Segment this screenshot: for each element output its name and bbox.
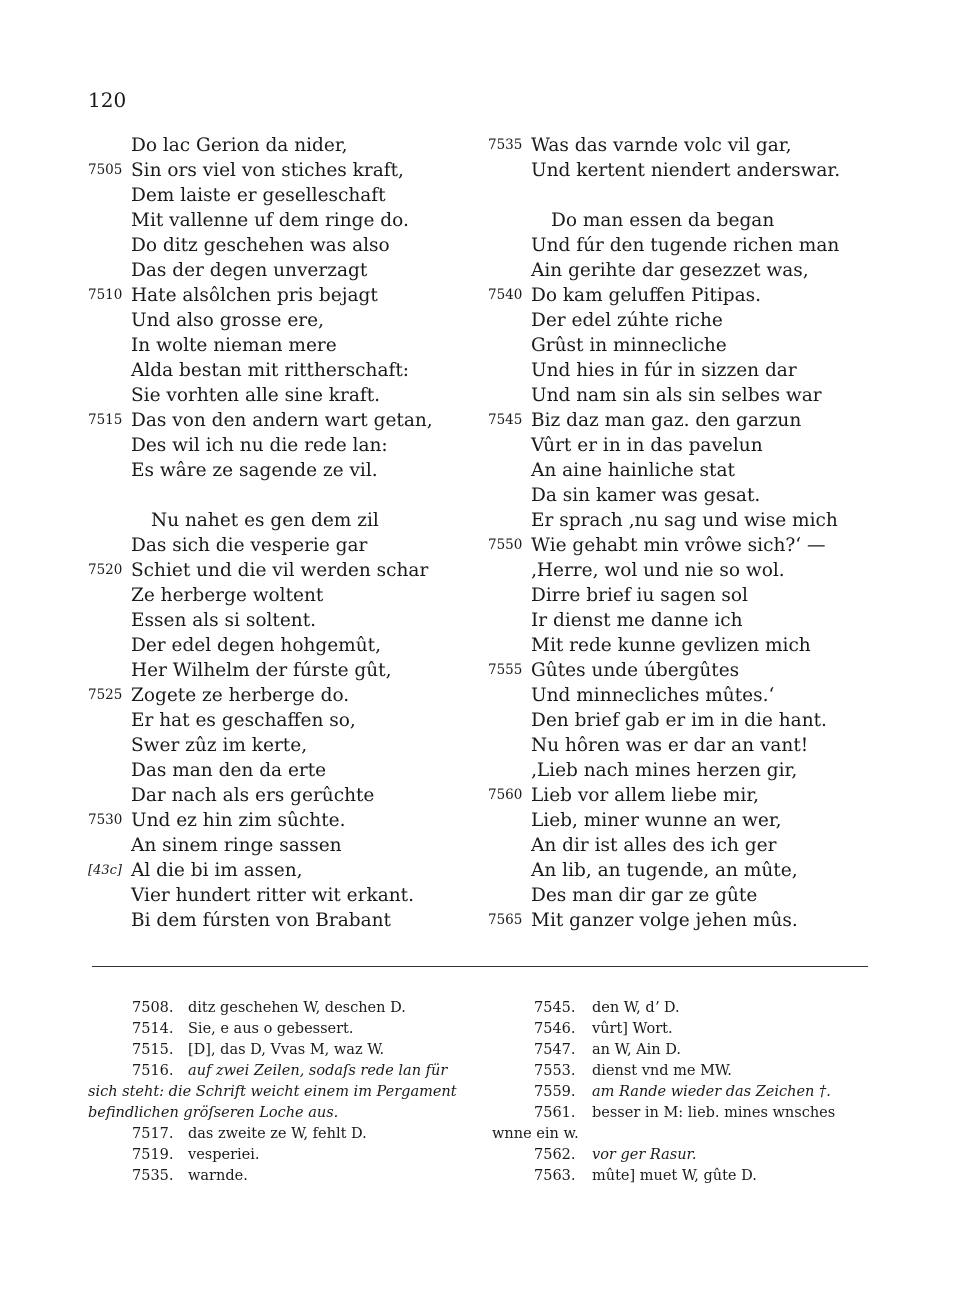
verse-text: Dar nach als ers gerûchte (131, 785, 375, 806)
verse-line (88, 733, 468, 758)
verse-line (488, 758, 888, 783)
apparatus-note (492, 1019, 872, 1040)
page-number: 120 (88, 88, 127, 112)
verse-text: Wie gehabt min vrôwe sich?‘ — (531, 535, 826, 556)
apparatus-note (88, 1145, 472, 1166)
verse-line (488, 158, 888, 183)
verse-text: Sie vorhten alle sine kraft. (131, 385, 381, 406)
verse-text: An lib, an tugende, an mûte, (531, 860, 798, 881)
verse-text: In wolte nieman mere (131, 335, 337, 356)
verse-line (88, 833, 468, 858)
verse-line (88, 408, 468, 433)
verse-line (488, 833, 888, 858)
verse-column-right (488, 133, 888, 933)
note-text: befindlichen gröſseren Loche aus. (88, 1105, 339, 1121)
verse-text: Dirre brief iu sagen sol (531, 585, 748, 606)
verse-text: Zogete ze herberge do. (131, 685, 350, 706)
verse-text: Was das varnde volc vil gar, (531, 135, 792, 156)
verse-line (88, 683, 468, 708)
verse-text: Das sich die vesperie gar (131, 535, 368, 556)
note-text: sich steht: die Schrift weicht einem im Pergament (88, 1084, 457, 1100)
apparatus-note (492, 1040, 872, 1061)
verse-line (488, 608, 888, 633)
verse-line (488, 408, 888, 433)
verse-text: Es wâre ze sagende ze vil. (131, 460, 378, 481)
verse-line (88, 883, 468, 908)
verse-text: Lieb vor allem liebe mir, (531, 785, 760, 806)
apparatus-note (88, 1124, 472, 1145)
verse-text: Den brief gab er im in die hant. (531, 710, 827, 731)
note-text: ditz geschehen W, deschen D. (188, 1000, 406, 1016)
verse-line (88, 808, 468, 833)
note-line-number: 7519. (132, 1147, 174, 1163)
verse-line (488, 583, 888, 608)
line-number: 7510 (88, 287, 123, 303)
verse-text: Al die bi im assen, (131, 860, 303, 881)
note-text: wnne ein w. (492, 1126, 579, 1142)
line-number: 7505 (88, 162, 123, 178)
apparatus-note (492, 1166, 872, 1187)
verse-line (88, 608, 468, 633)
verse-text: Vier hundert ritter wit erkant. (131, 885, 414, 906)
verse-text: Do kam geluffen Pitipas. (531, 285, 761, 306)
verse-line (88, 208, 468, 233)
footnote-divider (92, 966, 868, 967)
apparatus-note (88, 1082, 472, 1103)
note-text: auf zwei Zeilen, sodaſs rede lan für (188, 1063, 448, 1079)
line-number: 7525 (88, 687, 123, 703)
verse-text: Das der degen unverzagt (131, 260, 368, 281)
verse-line (88, 633, 468, 658)
verse-text: Der edel degen hohgemût, (131, 635, 381, 656)
verse-text: Gûtes unde úbergûtes (531, 660, 740, 681)
verse-line (88, 233, 468, 258)
apparatus-note (88, 1019, 472, 1040)
line-number: 7535 (488, 137, 523, 153)
note-line-number: 7545. (534, 1000, 576, 1016)
verse-line (88, 708, 468, 733)
note-line-number: 7508. (132, 1000, 174, 1016)
note-text: besser in M: lieb. mines wnsches (592, 1105, 836, 1121)
verse-line (488, 208, 888, 233)
verse-line (88, 758, 468, 783)
apparatus-note (88, 1103, 472, 1124)
line-number: 7565 (488, 912, 523, 928)
verse-text: Des wil ich nu die rede lan: (131, 435, 388, 456)
verse-text: Er hat es geschaffen so, (131, 710, 356, 731)
line-number: 7520 (88, 562, 123, 578)
verse-line (488, 683, 888, 708)
verse-line (488, 258, 888, 283)
verse-line (488, 483, 888, 508)
verse-text: ‚Lieb nach mines herzen gir, (531, 760, 798, 781)
verse-text: Sin ors viel von stiches kraft, (131, 160, 404, 181)
verse-line (88, 333, 468, 358)
note-text: den W, dʼ D. (592, 1000, 680, 1016)
verse-line (488, 358, 888, 383)
verse-line (88, 133, 468, 158)
apparatus-note (492, 998, 872, 1019)
verse-line (488, 383, 888, 408)
verse-line (88, 783, 468, 808)
verse-line (488, 183, 888, 208)
line-number: 7545 (488, 412, 523, 428)
verse-line (488, 308, 888, 333)
verse-line (88, 308, 468, 333)
verse-line (488, 808, 888, 833)
verse-text: An dir ist alles des ich ger (531, 835, 777, 856)
apparatus-note (88, 1166, 472, 1187)
apparatus-note (492, 1145, 872, 1166)
verse-text: Des man dir gar ze gûte (531, 885, 758, 906)
verse-line (88, 358, 468, 383)
note-line-number: 7563. (534, 1168, 576, 1184)
verse-line (88, 583, 468, 608)
note-line-number: 7515. (132, 1042, 174, 1058)
verse-text: Ain gerihte dar gesezzet was, (531, 260, 809, 281)
verse-line (88, 433, 468, 458)
verse-text: Her Wilhelm der fúrste gût, (131, 660, 392, 681)
verse-line (488, 633, 888, 658)
verse-line (488, 133, 888, 158)
verse-text: Ze herberge woltent (131, 585, 324, 606)
verse-line (488, 233, 888, 258)
verse-line (488, 883, 888, 908)
verse-text: An sinem ringe sassen (131, 835, 342, 856)
verse-text: Bi dem fúrsten von Brabant (131, 910, 391, 931)
note-text: mûte] muet W, gûte D. (592, 1168, 757, 1184)
note-text: vor ger Rasur. (592, 1147, 697, 1163)
verse-text: Da sin kamer was gesat. (531, 485, 761, 506)
verse-text: Mit rede kunne gevlizen mich (531, 635, 811, 656)
verse-text: Und minnecliches mûtes.‘ (531, 685, 775, 706)
verse-text: Und ez hin zim sûchte. (131, 810, 346, 831)
folio-marker: [43c] (88, 863, 122, 878)
line-number: 7550 (488, 537, 523, 553)
note-text: dienst vnd me MW. (592, 1063, 732, 1079)
verse-line (488, 783, 888, 808)
verse-line (88, 508, 468, 533)
verse-line (488, 858, 888, 883)
note-line-number: 7553. (534, 1063, 576, 1079)
verse-line (488, 333, 888, 358)
verse-text: Das man den da erte (131, 760, 327, 781)
apparatus-note (88, 1040, 472, 1061)
verse-text: Und also grosse ere, (131, 310, 324, 331)
verse-line (88, 158, 468, 183)
verse-text: Und nam sin als sin selbes war (531, 385, 822, 406)
verse-text: An aine hainliche stat (531, 460, 735, 481)
verse-column-left (88, 133, 468, 933)
verse-text: Und hies in fúr in sizzen dar (531, 360, 797, 381)
verse-line (88, 283, 468, 308)
note-line-number: 7559. (534, 1084, 576, 1100)
line-number: 7530 (88, 812, 123, 828)
line-number: 7540 (488, 287, 523, 303)
line-number: 7515 (88, 412, 123, 428)
verse-text: Biz daz man gaz. den garzun (531, 410, 802, 431)
verse-text: Do lac Gerion da nider, (131, 135, 348, 156)
verse-line (88, 908, 468, 933)
note-line-number: 7562. (534, 1147, 576, 1163)
verse-line (488, 508, 888, 533)
verse-line (488, 458, 888, 483)
apparatus-note (88, 998, 472, 1019)
note-text: am Rande wieder das Zeichen †. (592, 1084, 831, 1100)
verse-text: Essen als si soltent. (131, 610, 317, 631)
note-line-number: 7561. (534, 1105, 576, 1121)
note-line-number: 7517. (132, 1126, 174, 1142)
verse-line (488, 908, 888, 933)
apparatus-note (88, 1061, 472, 1082)
apparatus-note (492, 1082, 872, 1103)
note-text: [D], das D, Vvas M, waz W. (188, 1042, 385, 1058)
apparatus-column-right (492, 998, 872, 1187)
apparatus-note (492, 1103, 872, 1124)
verse-text: Und kertent niendert anderswar. (531, 160, 841, 181)
verse-line (88, 383, 468, 408)
note-text: warnde. (188, 1168, 248, 1184)
verse-text: Mit ganzer volge jehen mûs. (531, 910, 798, 931)
verse-line (88, 533, 468, 558)
verse-line (88, 558, 468, 583)
verse-line (88, 183, 468, 208)
line-number: 7560 (488, 787, 523, 803)
verse-text: Lieb, miner wunne an wer, (531, 810, 782, 831)
apparatus-note (492, 1124, 872, 1145)
verse-text: Do ditz geschehen was also (131, 235, 390, 256)
apparatus-note (492, 1061, 872, 1082)
verse-line (88, 658, 468, 683)
verse-text: Nu hôren was er dar an vant! (531, 735, 809, 756)
verse-line (488, 733, 888, 758)
verse-text: Do man essen da began (551, 210, 775, 231)
verse-line (88, 458, 468, 483)
apparatus-column-left (88, 998, 472, 1187)
verse-line (488, 283, 888, 308)
verse-line (488, 433, 888, 458)
verse-text: Vûrt er in in das pavelun (531, 435, 763, 456)
verse-text: Nu nahet es gen dem zil (151, 510, 379, 531)
note-text: das zweite ze W, fehlt D. (188, 1126, 367, 1142)
verse-text: Grûst in minnecliche (531, 335, 727, 356)
verse-text: Er sprach ‚nu sag und wise mich (531, 510, 838, 531)
note-text: vesperiei. (188, 1147, 260, 1163)
note-line-number: 7547. (534, 1042, 576, 1058)
note-text: an W, Ain D. (592, 1042, 681, 1058)
verse-line (488, 558, 888, 583)
verse-line (488, 533, 888, 558)
verse-text: Und fúr den tugende richen man (531, 235, 840, 256)
verse-line (88, 858, 468, 883)
note-line-number: 7546. (534, 1021, 576, 1037)
note-text: vûrt] Wort. (592, 1021, 673, 1037)
verse-text: Mit vallenne uf dem ringe do. (131, 210, 409, 231)
verse-text: Schiet und die vil werden schar (131, 560, 429, 581)
verse-text: Dem laiste er geselleschaft (131, 185, 386, 206)
line-number: 7555 (488, 662, 523, 678)
verse-text: Swer zûz im kerte, (131, 735, 308, 756)
verse-line (488, 658, 888, 683)
verse-text: Ir dienst me danne ich (531, 610, 743, 631)
verse-text: Das von den andern wart getan, (131, 410, 433, 431)
verse-text: Hate alsôlchen pris bejagt (131, 285, 378, 306)
note-line-number: 7514. (132, 1021, 174, 1037)
verse-line (88, 483, 468, 508)
note-line-number: 7516. (132, 1063, 174, 1079)
verse-line (88, 258, 468, 283)
verse-line (488, 708, 888, 733)
verse-text: Der edel zúhte riche (531, 310, 723, 331)
verse-text: ‚Herre, wol und nie so wol. (531, 560, 785, 581)
note-text: Sie, e aus o gebessert. (188, 1021, 354, 1037)
verse-text: Alda bestan mit rittherschaft: (131, 360, 409, 381)
note-line-number: 7535. (132, 1168, 174, 1184)
